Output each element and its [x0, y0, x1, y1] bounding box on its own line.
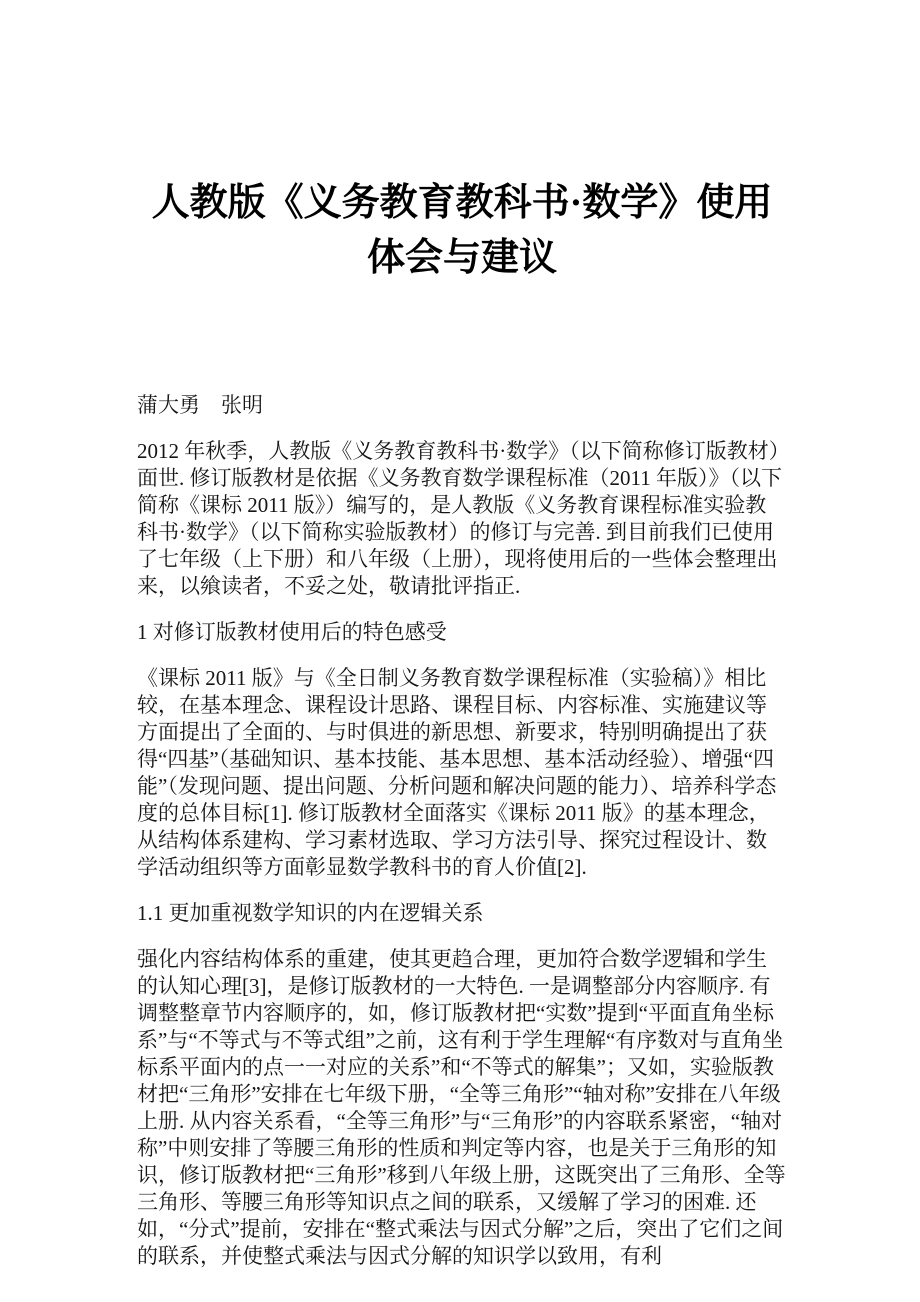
section-heading-1: 1 对修订版教材使用后的特色感受 — [137, 620, 447, 644]
page-title: 人教版《义务教育教科书·数学》使用体会与建议 — [151, 182, 773, 279]
author-line: 蒲大勇 张明 — [137, 393, 263, 417]
paragraph-logical-structure: 强化内容结构体系的重建，使其更趋合理，更加符合数学逻辑和学生的认知心理[3]，是修订版教材的一大特色. 一是调整部分内容顺序. 有调整整章节内容顺序的，如，修订版教材把“实数”提到“平面直角坐标系”与“不等式与不等式组”之前，这有利于学生理解“有序数对与直角坐标系平面内的点一一对应的关系”和“不等式的解集”；又如，实验版教材把“三角形”安排在七年级下册，“全等三角形”“轴对称”安排在八年级上册. 从内容关系看，“全等三角形”与“三角形”的内容联系紧密，“轴对称”中则安排了等腰三角形的性质和判定等内容，也是关于三角形的知识，修订版教材把“三角形”移到八年级上册，这既突出了三角形、全等三角形、等腰三角形等知识点之间的联系，又缓解了学习的困难. 还如，“分式”提前，安排在“整式乘法与因式分解”之后，突出了它们之间的联系，并使整式乘法与因式分解的知识学以致用，有利 — [137, 947, 786, 1268]
paragraph-intro: 2012 年秋季，人教版《义务教育教科书·数学》（以下简称修订版教材）面世. 修订版教材是依据《义务教育数学课程标准（2011 年版）》（以下简称《课标 2011 版》）编写的，是人教版《义务教育课程标准实验教科书·数学》（以下简称实验版教材）的修订与完善. 到目前我们已使用了七年级（上下册）和八年级（上册），现将使用后的一些体会整理出来，以飨读者，不妥之处，敬请批评指正. — [137, 439, 782, 598]
subsection-heading-1-1: 1.1 更加重视数学知识的内在逻辑关系 — [137, 901, 484, 925]
paragraph-curriculum-standard: 《课标 2011 版》与《全日制义务教育数学课程标准（实验稿）》相比较，在基本理念、课程设计思路、课程目标、内容标准、实施建议等方面提出了全面的、与时俱进的新思想、新要求，特别明确提出了获得“四基”（基础知识、基本技能、基本思想、基本活动经验）、增强“四能”（发现问题、提出问题、分析问题和解决问题的能力）、培养科学态度的总体目标[1]. 修订版教材全面落实《课标 2011 版》的基本理念，从结构体系建构、学习素材选取、学习方法引导、探究过程设计、数学活动组织等方面彰显数学教科书的育人价值[2]. — [137, 666, 777, 879]
